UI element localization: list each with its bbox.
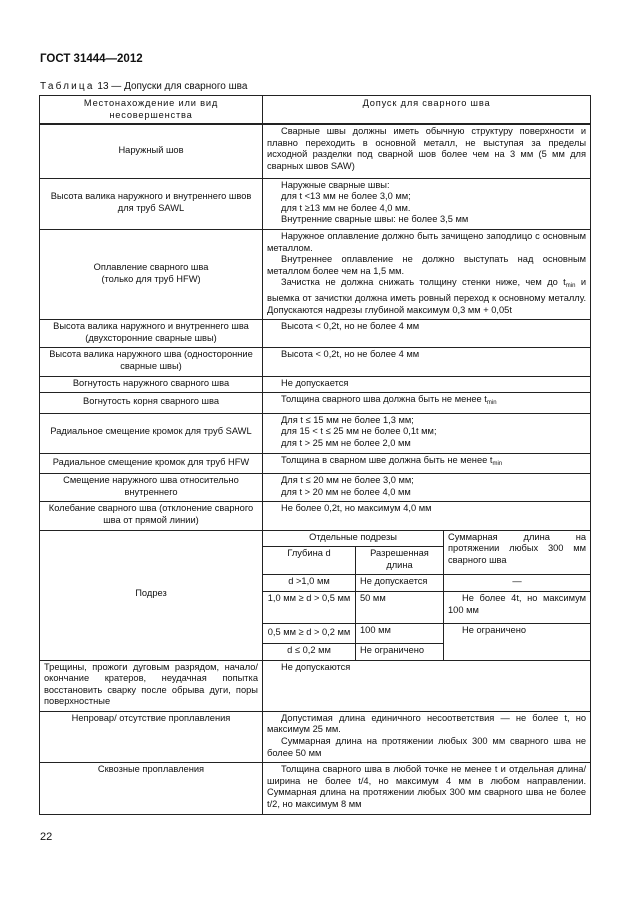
document-id: ГОСТ 31444—2012	[40, 53, 143, 65]
row-location: Радиальное смещение кромок для труб HFW	[40, 453, 263, 474]
row-tolerance: Для t ≤ 20 мм не более 3,0 мм; для t > 20 мм не более 4,0 мм	[263, 474, 591, 502]
tolerance-table	[39, 95, 591, 815]
undercut-depth: 1,0 мм ≥ d > 0,5 мм	[263, 591, 356, 623]
row-location: Вогнутость корня сварного шва	[40, 393, 263, 414]
row-location: Непровар/ отсутствие проплавления	[40, 711, 263, 762]
page-number: 22	[40, 831, 53, 843]
subheader-allowed: Разрешенная длина	[356, 547, 444, 575]
row-location: Наружный шов	[40, 124, 263, 178]
row-location: Высота валика наружного и внутреннего швов для труб SAWL	[40, 178, 263, 229]
row-tolerance: Толщина сварного шва в любой точке не менее t и отдельная длина/ширина не более t/4, но максимум 4 мм в любом направлении. Суммарная длина на протяжении любых 300 мм сварного шва не более t/2, но максимум 8 мм	[263, 763, 591, 814]
row-location: Смещение наружного шва относительно внутреннего	[40, 474, 263, 502]
row-tolerance: Толщина сварного шва должна быть не менее $t_{min}$	[263, 393, 591, 414]
row-location: Оплавление сварного шва (только для труб HFW)	[40, 230, 263, 320]
undercut-depth: d >1,0 мм	[263, 575, 356, 592]
row-tolerance: Толщина в сварном шве должна быть не менее $t_{min}$	[263, 453, 591, 474]
undercut-total: —	[444, 575, 591, 592]
row-location: Сквозные проплавления	[40, 763, 263, 814]
row-location: Колебание сварного шва (отклонение сварного шва от прямой линии)	[40, 502, 263, 530]
undercut-total: Не ограничено	[444, 623, 591, 660]
undercut-allowed: Не допускается	[356, 575, 444, 592]
row-tolerance: Допустимая длина единичного несоответствия — не более t, но максимум 25 мм. Суммарная длина на протяжении любых 300 мм сварного шва не более 50 мм	[263, 711, 591, 762]
row-location: Вогнутость наружного сварного шва	[40, 376, 263, 393]
row-tolerance: Для t ≤ 15 мм не более 1,3 мм; для 15 < t ≤ 25 мм не более 0,1t мм; для t > 25 мм не более 2,0 мм	[263, 413, 591, 453]
row-tolerance: Высота < 0,2t, но не более 4 мм	[263, 320, 591, 348]
row-tolerance: Не более 0,2t, но максимум 4,0 мм	[263, 502, 591, 530]
row-location: Трещины, прожоги дуговым разрядом, начало/окончание кратеров, неудачная попытка восстановить сварку после обрыва дуги, поры поверхностные	[40, 660, 263, 711]
row-tolerance: Наружное оплавление должно быть зачищено заподлицо с основным металлом. Внутреннее оплавление не должно выступать над основным металлом более чем на 1,5 мм. Зачистка не должна снижать толщину стенки ниже, чем до $t_{min}$ и выемка от зачистки должна иметь ровный переход к основному металлу. Допускаются надрезы глубиной максимум 0,3 мм + 0,05t	[263, 230, 591, 320]
caption-prefix: Таблица	[40, 81, 95, 92]
undercut-total: Не более 4t, но максимум 100 мм	[444, 591, 591, 623]
subheader-individual: Отдельные подрезы	[263, 530, 444, 547]
row-tolerance: Не допускается	[263, 376, 591, 393]
subheader-total: Суммарная длина на протяжении любых 300 мм сварного шва	[444, 530, 591, 575]
undercut-depth: d ≤ 0,2 мм	[263, 643, 356, 660]
column-header-location: Местонахождение или вид несовершенства	[40, 96, 263, 125]
caption-text: 13 — Допуски для сварного шва	[97, 81, 248, 92]
undercut-depth: 0,5 мм ≥ d > 0,2 мм	[263, 623, 356, 643]
row-tolerance: Сварные швы должны иметь обычную структуру поверхности и плавно переходить в основной металл, не выступая за пределы исходной разделки под сварной шов более чем на 3 мм (5 мм для сварных швов SAW)	[263, 124, 591, 178]
table-caption	[40, 81, 247, 92]
row-location: Радиальное смещение кромок для труб SAWL	[40, 413, 263, 453]
subheader-depth: Глубина d	[263, 547, 356, 575]
row-location-undercut: Подрез	[40, 530, 263, 660]
row-tolerance: Наружные сварные швы: для t <13 мм не более 3,0 мм; для t ≥13 мм не более 4,0 мм. Внутренние сварные швы: не более 3,5 мм	[263, 178, 591, 229]
undercut-allowed: Не ограничено	[356, 643, 444, 660]
row-location: Высота валика наружного и внутреннего шва (двухсторонние сварные швы)	[40, 320, 263, 348]
undercut-allowed: 100 мм	[356, 623, 444, 643]
column-header-tolerance: Допуск для сварного шва	[263, 96, 591, 125]
undercut-allowed: 50 мм	[356, 591, 444, 623]
row-location: Высота валика наружного шва (односторонние сварные швы)	[40, 348, 263, 376]
row-tolerance: Высота < 0,2t, но не более 4 мм	[263, 348, 591, 376]
row-tolerance: Не допускаются	[263, 660, 591, 711]
